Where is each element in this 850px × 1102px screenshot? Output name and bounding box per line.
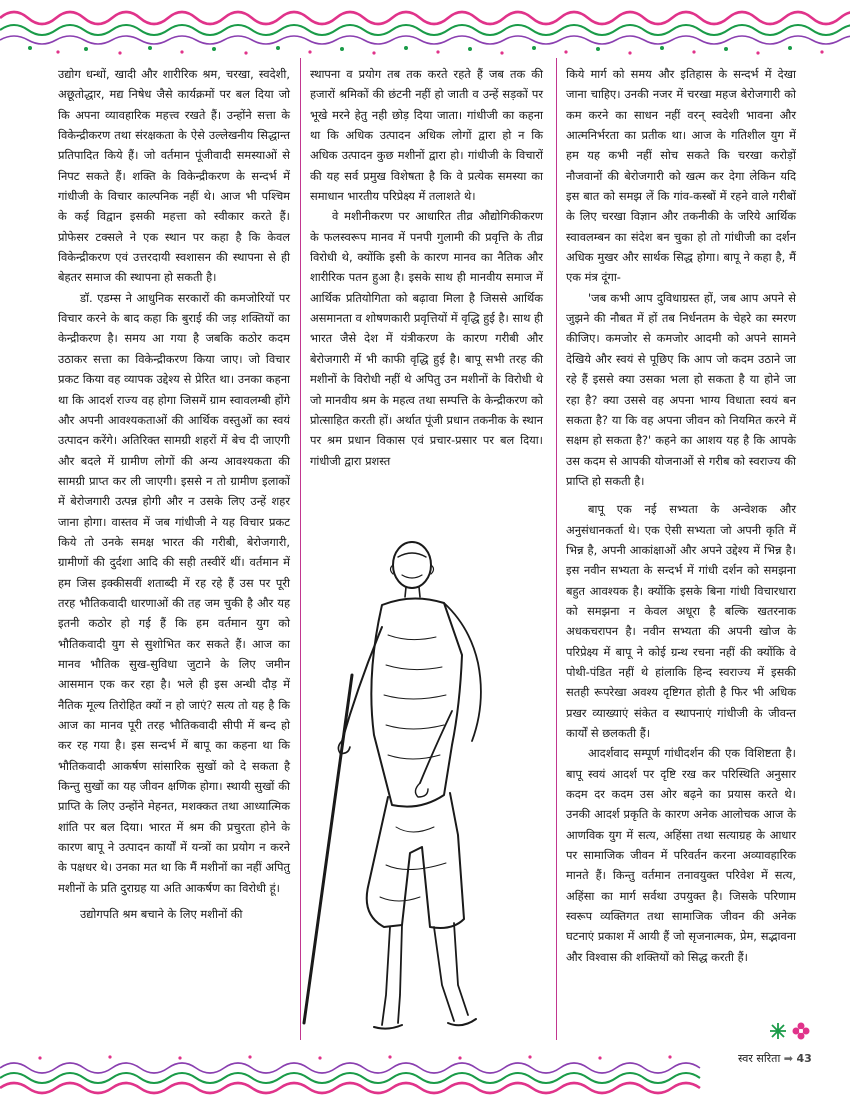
article-column-3 (566, 64, 796, 967)
paragraph: आदर्शवाद सम्पूर्ण गांधीदर्शन की एक विशिष्टता है। बापू स्वयं आदर्श पर दृष्टि रख कर परिस्थिति अनुसार कदम दर कदम उस ओर बढ़ने का प्रयास करते थे। उनकी आदर्श प्रकृति के कारण अनेक आलोचक आज के आणविक युग में सत्य, अहिंसा तथा सत्याग्रह के आधार पर सामाजिक जीवन में परिवर्तन करना अव्यावहारिक मानते हैं। किन्तु वर्तमान तनावयुक्त परिवेश में सत्य, अहिंसा का मार्ग सर्वथा उपयुक्त है। जिसके परिणाम स्वरूप व्यक्तिगत तथा सामाजिक जीवन की अनेक घटनाएं प्रकाश में आयी हैं जो सृजनात्मक, प्रेम, सद्भावना और विश्वास की शक्तियों को सिद्ध करती हैं। (566, 746, 796, 964)
article-column-1 (58, 64, 290, 924)
magazine-name: स्वर सरिता (738, 1052, 781, 1065)
page-footer (738, 1051, 812, 1066)
arrow-icon: ➡ (783, 1052, 794, 1065)
paragraph: वे मशीनीकरण पर आधारित तीव्र औद्योगिकीकरण के फलस्वरूप मानव में पनपी गुलामी की प्रवृत्ति के तीव्र विरोधी थे, क्योंकि इसी के कारण मानव का नैतिक और शारीरिक पतन हुआ है। इसके साथ ही मानवीय समाज में आर्थिक प्रतियोगिता को बढ़ावा मिला है जिससे आर्थिक असमानता व शोषणकारी प्रवृत्तियों में वृद्धि हुई है। साथ ही भारत जैसे देश में यंत्रीकरण के कारण गरीबी और बेरोजगारी में भी काफी वृद्धि हुई है। बापू सभी तरह की मशीनों के विरोधी नहीं थे अपितु उन मशीनों के विरोधी थे जो मानवीय श्रम के महत्व तथा सम्पत्ति के केन्द्रीकरण को प्रोत्साहित करती हों। अर्थात पूंजी प्रधान तकनीक के स्थान पर श्रम प्रधान विकास एवं प्रचार-प्रसार पर बल दिया। गांधीजी द्वारा प्रशस्त (310, 209, 543, 468)
page-number: 43 (796, 1052, 812, 1065)
paragraph: स्थापना व प्रयोग तब तक करते रहते हैं जब तक की हजारों श्रमिकों की छंटनी नहीं हो जाती व उन्हें सड़कों पर भूखे मरने हेतु नही छोड़ दिया जाता। गांधीजी का कहना था कि अधिक उत्पादन अधिक लोगों द्वारा हो न कि अधिक उत्पादन कुछ मशीनों द्वारा हो। गांधीजी के विचारों की यह सर्व प्रमुख विशेषता है कि वे प्रत्येक समस्या का समाधान भारतीय परिप्रेक्ष्य में तलाशते थे। (310, 67, 543, 204)
paragraph: बापू एक नई सभ्यता के अन्वेशक और अनुसंधानकर्ता थे। एक ऐसी सभ्यता जो अपनी कृति में भिन्न है, अपनी आकांक्षाओं और अपने उद्देश्य में भिन्न है। इस नवीन सभ्यता के सन्दर्भ में गांधी दर्शन को समझना बहुत आवश्यक है। क्योंकि इसके बिना गांधी विचारधारा को समझना न केवल अधूरा है बल्कि खतरनाक अधकचरापन है। नवीन सभ्यता की अपनी खोज के परिप्रेक्ष्य में बापू ने कोई ग्रन्थ रचना नहीं की क्योंकि वे पोथी-पंडित नहीं थे हांलाकि हिन्द स्वराज्य में इसकी सतही रूपरेखा अवश्य दृष्टिगत होती है फिर भी अधिक प्रखर व्याख्याएं संकेत व स्थापनाएं गांधीजी के जीवन्त कार्यों से छलकती हैं। (566, 502, 796, 740)
flower-ornament-icon (768, 1021, 812, 1041)
paragraph: डॉ. एडम्स ने आधुनिक सरकारों की कमजोरियों पर विचार करने के बाद कहा कि बुराई की जड़ शक्तियों का केन्द्रीकरण है। समय आ गया है जबकि कठोर कदम उठाकर सत्ता का विकेन्द्रीकरण किया जाए। जो विचार प्रकट किया वह व्यापक उद्देश्य से प्रेरित था। उनका कहना था कि आदर्श राज्य वह होगा जिसमें ग्राम स्वावलम्बी होंगे और अपनी आवश्यकताओं की आर्थिक वस्तुओं का स्वयं उत्पादन करेंगे। अतिरिक्त सामग्री शहरों में बेच दी जाएगी और बदले में ग्रामीण लोगों की अन्य आवश्यकता की सामग्री प्राप्त कर ली जाएगी। इससे न तो ग्रामीण इलाकों में बेरोजगारी उत्पन्न होगी और न उसके लिए उन्हें शहर जाना होगा। वास्तव में जब गांधीजी ने यह विचार प्रकट किये तो उनके समक्ष भारत की गरीबी, बेरोजगारी, ग्रामीणों की दुर्दशा आदि की सही तस्वीरें थीं। वर्तमान में हम जिस इक्कीसवीं शताब्दी में रह रहे हैं उस पर पूरी तरह भौतिकवादी धारणाओं की तह जम चुकी है और यह इतनी कठोर हो गई हैं कि हम वर्तमान युग को भौतिकवादी युग से सुशोभित कर सकते हैं। आज का मानव भौतिक सुख-सुविधा जुटाने के लिए जमीन आसमान एक कर रहा है। भले ही इस अन्धी दौड़ में नैतिक मूल्य तिरोहित क्यों न हो जाएं? सत्य तो यह है कि आज का मानव पूरी तरह भौतिकवादी सीपी में बन्द हो कर रह गया है। इस सन्दर्भ में बापू का कहना था कि भौतिकवादी आकर्षण सांसारिक सुखों को दे सकता है किन्तु सुखों का यह जीवन क्षणिक होगा। स्थायी सुखों की प्राप्ति के लिए उन्होंने मेहनत, मशक्कत तथा आध्यात्मिक शांति पर बल दिया। भारत में श्रम की प्रचुरता होने के कारण बापू ने उत्पादन कार्यों में यन्त्रों का प्रयोग न करने के पक्षधर थे। उनका मत था कि मैं मशीनों का नहीं अपितु मशीनों के प्रति दुराग्रह या अति आकर्षण का विरोधी हूं। (58, 290, 290, 895)
column-divider-right (556, 58, 557, 1040)
bottom-decorative-border (0, 1042, 850, 1102)
paragraph: उद्योगपति श्रम बचाने के लिए मशीनों की (80, 907, 243, 922)
paragraph: 'जब कभी आप दुविधाग्रस्त हों, जब आप अपने से जुझने की नौबत में हों तब निर्धनतम के चेहरे का स्मरण कीजिए। कमजोर से कमजोर आदमी को अपने सामने देखिये और स्वयं से पूछिए कि आप जो कदम उठाने जा रहे हैं इससे क्या उसका भला हो सकता है या होने जा रहा है? क्या उससे वह अपना भाग्य विधाता स्वयं बन सकता है? या कि वह अपना जीवन को नियमित करने में सक्षम हो सकता है?' कहने का आशय यह है कि आपके उस कदम से आपकी योजनाओं से गरीब को स्वराज्य की प्राप्ति हो सकती है। (566, 290, 796, 488)
top-decorative-border (0, 0, 850, 60)
article-column-2 (310, 64, 543, 471)
column-divider-left (300, 58, 301, 1040)
paragraph: किये मार्ग को समय और इतिहास के सन्दर्भ में देखा जाना चाहिए। उनकी नजर में चरखा महज बेरोजगारी को कम करने का साधन नहीं वरन् स्वदेशी भावना और आत्मनिर्भरता का प्रतीक था। आज के गतिशील युग में हम यह कभी नहीं सोच सकते कि चरखा करोड़ों नौजवानों की बेरोजगारी को खत्म कर देगा लेकिन यदि इस बात को समझ लें कि गांव-कस्बों में रहने वाले गरीबों के लिए चरखा विज्ञान और तकनीकी के जरिये आर्थिक स्वावलम्बन का संदेश बन चुका हो तो गांधीजी का दर्शन अधिक मुखर और सार्थक सिद्ध होगा। बापू ने कहा है, मैं एक मंत्र दूंगा- (566, 67, 796, 285)
gandhi-walking-illustration (302, 535, 554, 1047)
paragraph: उद्योग धन्धों, खादी और शारीरिक श्रम, चरखा, स्वदेशी, अछूतोद्धार, मद्य निषेध जैसे कार्यक्रमों पर बल दिया जो कि अपना व्यावहारिक महत्त्व रखते हैं। उन्होंने सत्ता के विकेन्द्रीकरण तथा संरक्षकता के ऐसे उल्लेखनीय सिद्धान्त प्रतिपादित किये हैं। जो वर्तमान पूंजीवादी समस्याओं से निपट सकते हैं। शक्ति के विकेन्द्रीकरण के सन्दर्भ में गांधीजी के विचार काल्पनिक नहीं थे। आज भी पश्चिम के कई विद्वान इसकी महत्ता को स्वीकार करते हैं। प्रोफेसर टक्सले ने एक स्थान पर कहा है कि केवल विकेन्द्रीकरण एवं उत्तरदायी स्वशासन की स्थापना से ही बेहतर समाज की स्थापना हो सकती है। (58, 67, 290, 285)
